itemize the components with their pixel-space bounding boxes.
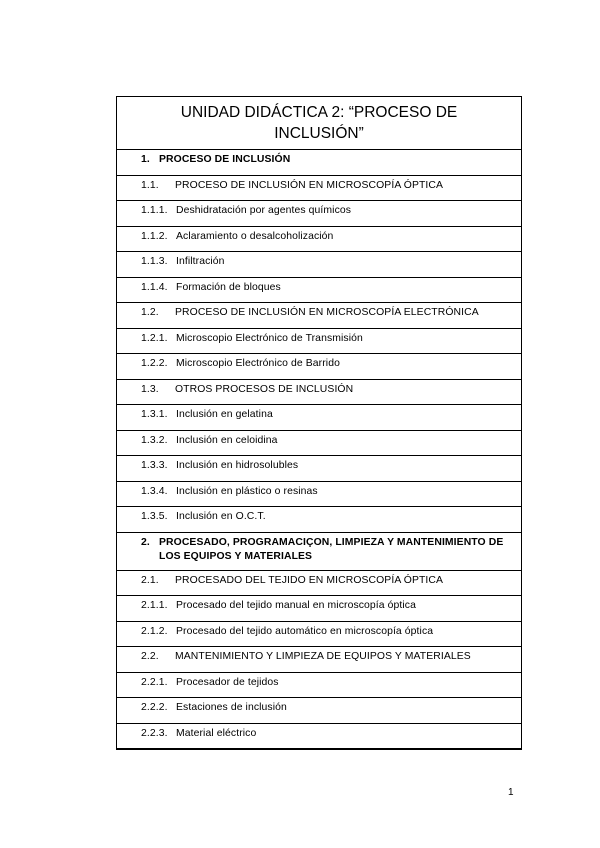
toc-row — [117, 278, 521, 304]
toc-item-number: 2.2. — [141, 651, 159, 662]
toc-item-number: 1.1.3. — [141, 256, 168, 267]
toc-item-number: 1.1.2. — [141, 230, 168, 242]
toc-item-text: Formación de bloques — [176, 281, 281, 293]
toc-item-number: 1.1.1. — [141, 205, 168, 216]
toc-row — [117, 303, 521, 329]
toc-row — [117, 201, 521, 227]
toc-row — [117, 405, 521, 431]
toc-item-text: PROCESO DE INCLUSIÓN — [159, 154, 291, 165]
toc-item-number: 2.1. — [141, 574, 159, 586]
toc-row — [117, 673, 521, 699]
toc-item-text: Inclusión en O.C.T. — [176, 511, 266, 522]
toc-row — [117, 482, 521, 508]
toc-item-number: 1.2.2. — [141, 358, 168, 369]
toc-row — [117, 176, 521, 202]
toc-row — [117, 507, 521, 533]
toc-row — [117, 698, 521, 724]
toc-item-number: 1.2. — [141, 307, 159, 318]
toc-item-text: Procesado del tejido automático en microscopía óptica — [176, 625, 434, 637]
toc-row — [117, 724, 521, 750]
toc-row — [117, 431, 521, 457]
toc-item-number: 1.3.4. — [141, 485, 168, 497]
toc-row — [117, 227, 521, 253]
toc-row — [117, 252, 521, 278]
toc-row — [117, 150, 521, 176]
toc-item-text: Material eléctrico — [176, 727, 257, 739]
toc-item-text: Inclusión en plástico o resinas — [176, 485, 318, 497]
toc-item-number: 2.2.2. — [141, 702, 168, 713]
toc-rows — [117, 150, 521, 749]
toc-item-text: Inclusión en hidrosolubles — [176, 460, 299, 471]
toc-item-text: PROCESO DE INCLUSIÓN EN MICROSCOPÍA ÓPTICA — [175, 179, 444, 191]
toc-row — [117, 354, 521, 380]
toc-item-text: OTROS PROCESOS DE INCLUSIÓN — [175, 383, 354, 395]
toc-row — [117, 571, 521, 597]
toc-row — [117, 596, 521, 622]
page-number: 1 — [508, 787, 514, 798]
toc-item-text: PROCESADO, PROGRAMACIÇON, LIMPIEZA Y MANTENIMIENTO DE LOS EQUIPOS Y MATERIALES — [159, 536, 504, 562]
document-title: UNIDAD DIDÁCTICA 2: “PROCESO DE INCLUSIÓN” — [117, 97, 521, 150]
toc-item-text: Microscopio Electrónico de Transmisión — [176, 332, 363, 344]
toc-item-number: 1.3.1. — [141, 409, 168, 420]
toc-item-text: Inclusión en celoidina — [176, 434, 278, 446]
toc-item-text: Inclusión en gelatina — [176, 409, 273, 420]
toc-row — [117, 329, 521, 355]
toc-item-number: 1.3.2. — [141, 434, 168, 446]
toc-item-text: PROCESADO DEL TEJIDO EN MICROSCOPÍA ÓPTICA — [175, 574, 444, 586]
toc-item-number: 1.2.1. — [141, 332, 168, 344]
toc-row — [117, 647, 521, 673]
toc-item-text: Procesador de tejidos — [176, 676, 279, 688]
toc-item-text: Estaciones de inclusión — [176, 702, 287, 713]
toc-item-number: 2.1.1. — [141, 600, 168, 611]
toc-item-number: 2.1.2. — [141, 625, 168, 637]
toc-item-number: 1.3.3. — [141, 460, 168, 471]
toc-item-text: Infiltración — [176, 256, 225, 267]
toc-item-text: Microscopio Electrónico de Barrido — [176, 358, 340, 369]
toc-item-number: 1. — [141, 154, 150, 165]
table-of-contents — [116, 96, 522, 750]
toc-row — [117, 456, 521, 482]
toc-row — [117, 380, 521, 406]
toc-item-number: 1.3. — [141, 383, 159, 395]
toc-item-text: Deshidratación por agentes químicos — [176, 205, 352, 216]
toc-item-text: MANTENIMIENTO Y LIMPIEZA DE EQUIPOS Y MATERIALES — [175, 651, 471, 662]
toc-item-number: 2.2.1. — [141, 676, 168, 688]
toc-item-text: Aclaramiento o desalcoholización — [176, 230, 334, 242]
toc-item-number: 2.2.3. — [141, 727, 168, 739]
toc-item-number: 1.3.5. — [141, 511, 168, 522]
toc-item-text: Procesado del tejido manual en microscopía óptica — [176, 600, 416, 611]
toc-item-number: 1.1. — [141, 179, 159, 191]
toc-item-number: 2. — [141, 536, 150, 548]
toc-row — [117, 622, 521, 648]
toc-item-number: 1.1.4. — [141, 281, 168, 293]
toc-item-text: PROCESO DE INCLUSIÓN EN MICROSCOPÍA ELECTRÓNICA — [175, 307, 479, 318]
toc-row — [117, 533, 521, 571]
